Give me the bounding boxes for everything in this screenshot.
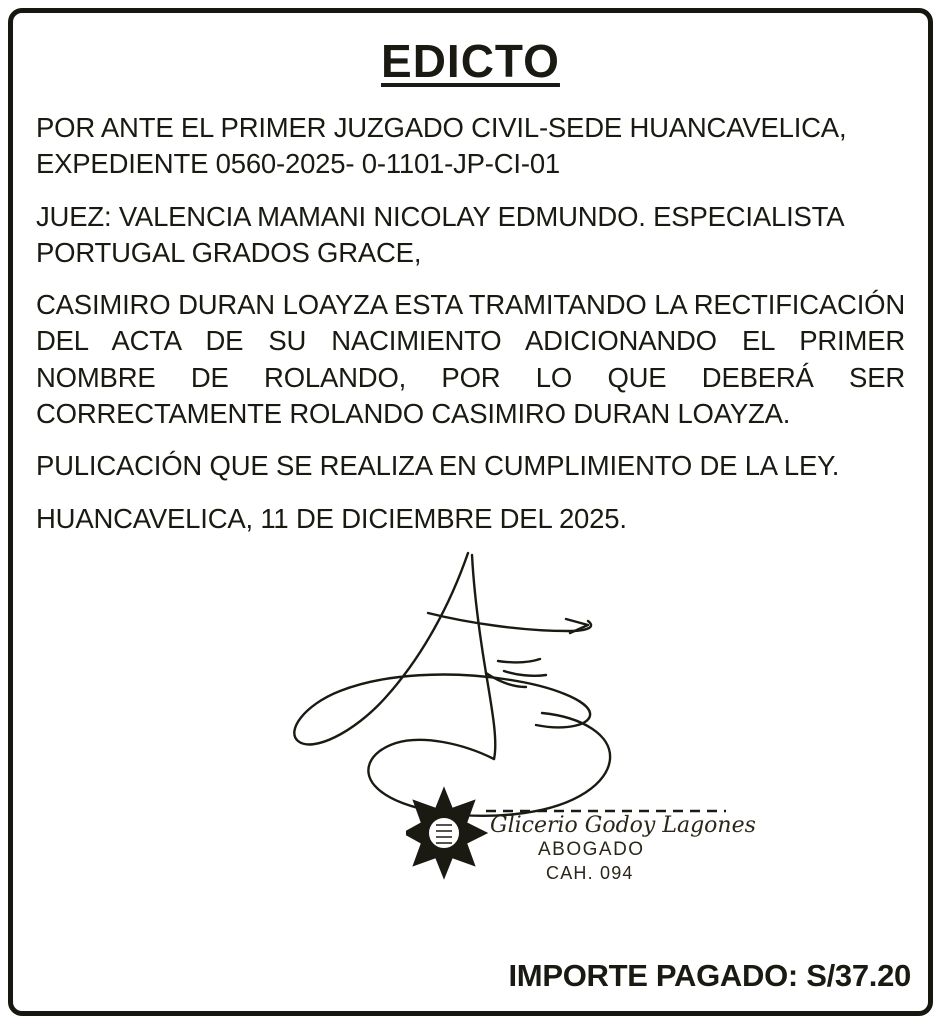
amount-paid-label: IMPORTE PAGADO: S/37.20 [508, 958, 911, 993]
paragraph-court-case: POR ANTE EL PRIMER JUZGADO CIVIL-SEDE HUANCAVELICA, EXPEDIENTE 0560-2025- 0-1101-JP-CI-01 [36, 112, 847, 180]
signature-area [36, 555, 905, 915]
paragraph-place-date: HUANCAVELICA, 11 DE DICIEMBRE DEL 2025. [36, 502, 627, 534]
paragraph-publication-notice: PULICACIÓN QUE SE REALIZA EN CUMPLIMIENTO DE LA LEY. [36, 450, 840, 482]
page-title: EDICTO [381, 35, 560, 87]
paragraph-rectification: CASIMIRO DURAN LOAYZA ESTA TRAMITANDO LA RECTIFICACIÓN DEL ACTA DE SU NACIMIENTO ADICIONANDO EL PRIMER NOMBRE DE ROLANDO, POR LO QUE DEBERÁ SER CORRECTAMENTE ROLANDO CASIMIRO DURAN LOAYZA. [36, 289, 905, 430]
stamp-lawyer-role: ABOGADO [538, 838, 645, 860]
stamp-lawyer-code: CAH. 094 [546, 862, 634, 883]
document-content [36, 26, 905, 915]
paragraph-judge-specialist: JUEZ: VALENCIA MAMANI NICOLAY EDMUNDO. ESPECIALISTA PORTUGAL GRADOS GRACE, [36, 200, 843, 268]
stamp-lawyer-name: Glicerio Godoy Lagones [490, 812, 756, 838]
notary-stamp [406, 785, 756, 895]
